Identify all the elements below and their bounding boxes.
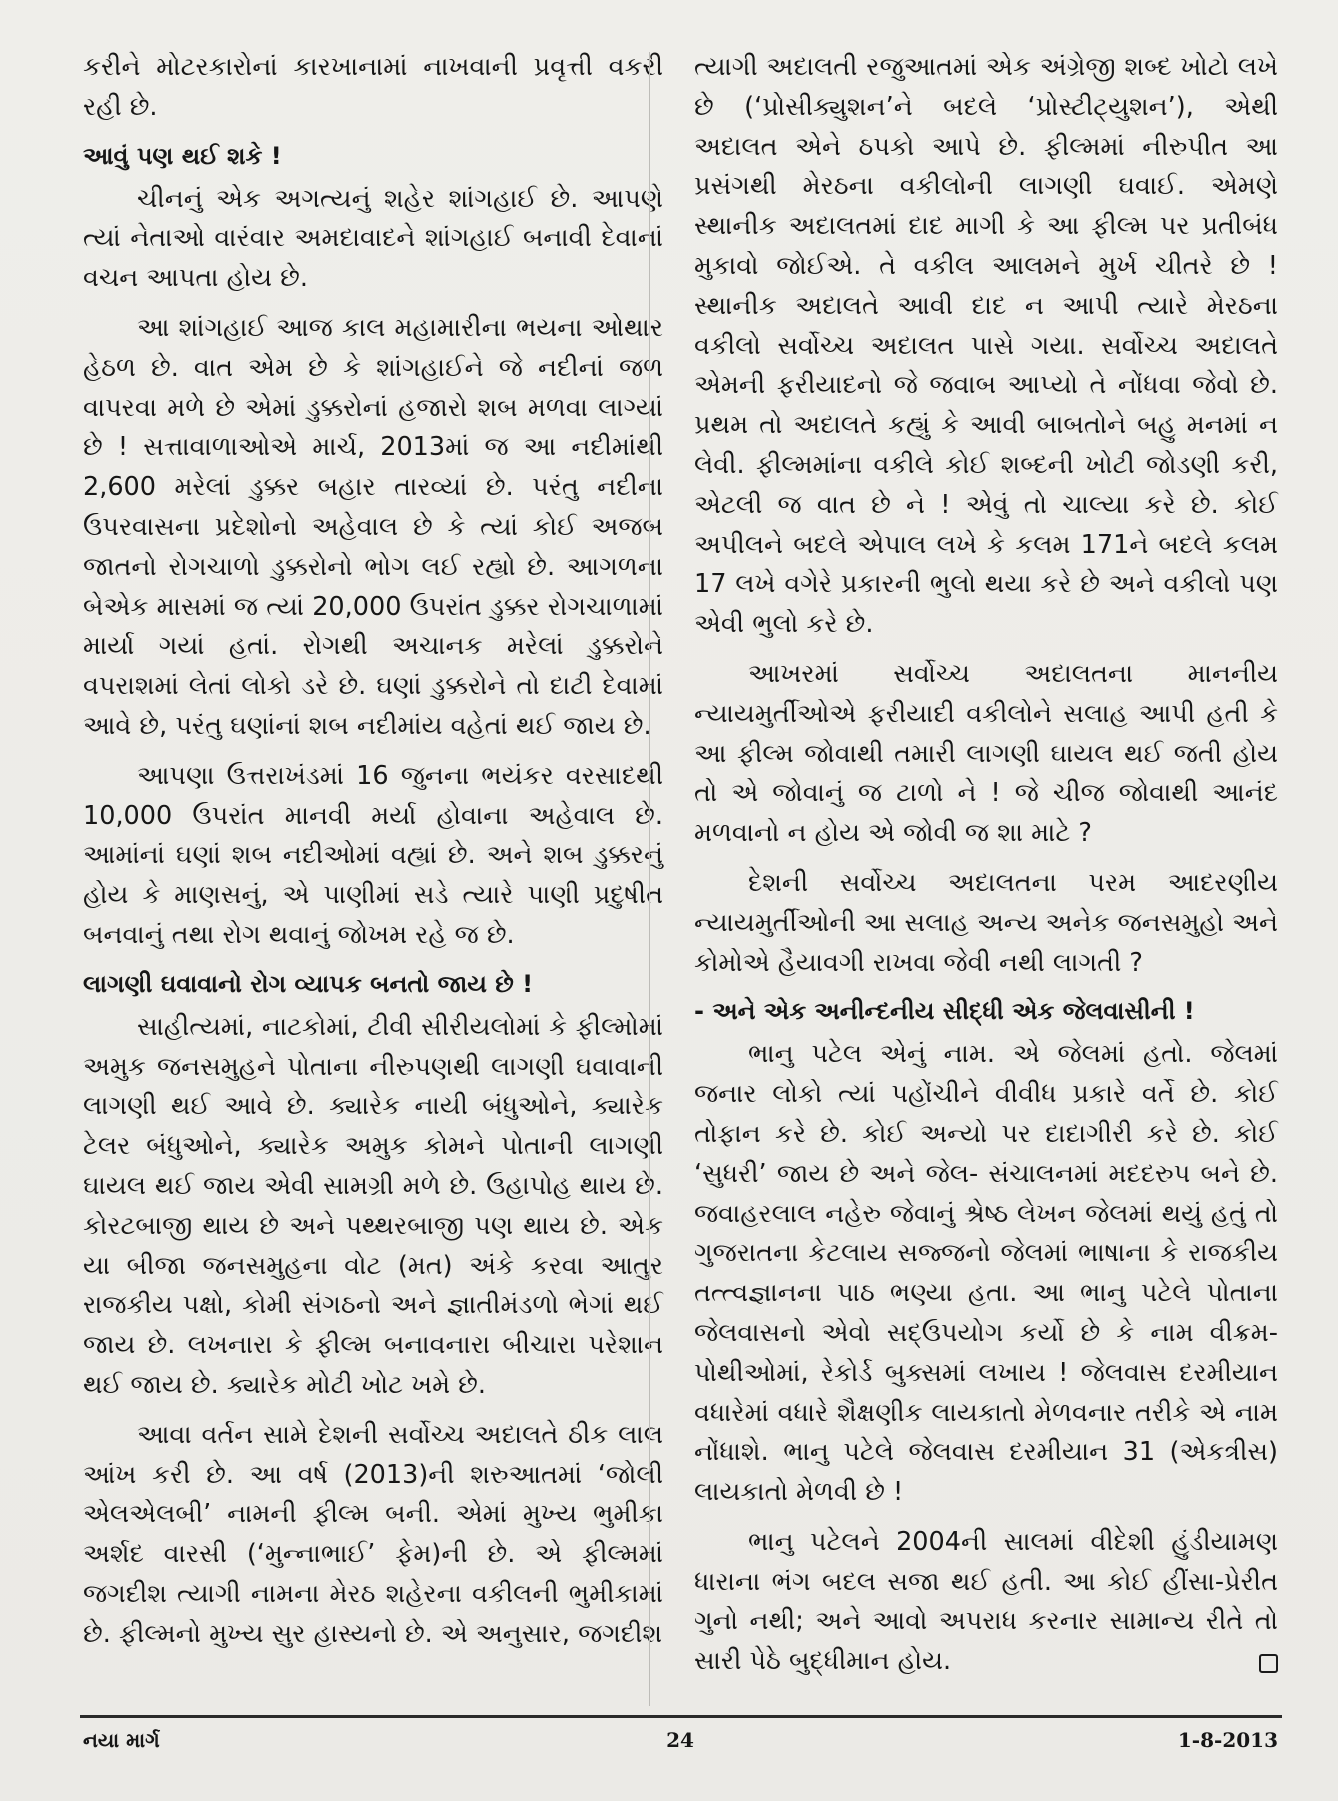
footer-rule: [80, 1715, 1282, 1718]
paragraph: આખરમાં સર્વોચ્ચ અદાલતના માનનીય ન્યાયમુર્તીઓએ ફરીયાદી વકીલોને સલાહ આપી હતી કે આ ફીલ્મ જોવાથી તમારી લાગણી ઘાયલ થઈ જતી હોય તો એ જોવાનું જ ટાળો ને ! જે ચીજ જોવાથી આનંદ મળવાનો ન હોય એ જોવી જ શા માટે ?: [694, 658, 1278, 849]
section-heading: આવું પણ થઈ શકે !: [83, 141, 282, 170]
paragraph: આ શાંગહાઈ આજ કાલ મહામારીના ભયના ઓથાર હેઠળ છે. વાત એમ છે કે શાંગહાઈને જે નદીનાં જળ વાપરવા મળે છે એમાં ડુક્કરોનાં હજારો શબ મળવા લાગ્યાં છે ! સત્તાવાળાઓએ માર્ચ, 2013માં જ આ નદીમાંથી 2,600 મરેલાં ડુક્કર બહાર તારવ્યાં છે. પરંતુ નદીના ઉપરવાસના પ્રદેશોનો અહેવાલ છે કે ત્યાં કોઈ અજબ જાતનો રોગચાળો ડુક્કરોનો ભોગ લઈ રહ્યો છે. આગળના બેએક માસમાં જ ત્યાં 20,000 ઉપરાંત ડુક્કર રોગચાળામાં માર્યા ગયાં હતાં. રોગથી અચાનક મરેલાં ડુક્કરોને વપરાશમાં લેતાં લોકો ડરે છે. ઘણાં ડુક્કરોને તો દાટી દેવામાં આવે છે, પરંતુ ઘણાંનાં શબ નદીમાંય વહેતાં થઈ જાય છે.: [83, 312, 663, 741]
left-column: [83, 48, 663, 1664]
end-of-article-icon: [1259, 1654, 1278, 1673]
column-divider: [649, 52, 650, 1706]
paragraph: કરીને મોટરકારોનાં કારખાનામાં નાખવાની પ્રવૃત્તી વકરી રહી છે.: [83, 52, 663, 122]
paragraph-last: [694, 1523, 1278, 1682]
section-heading: - અને એક અનીન્દનીય સીદ્ધી એક જેલવાસીની !: [694, 997, 1195, 1026]
issue-date: 1-8-2013: [1177, 1728, 1278, 1752]
paragraph: દેશની સર્વોચ્ચ અદાલતના પરમ આદરણીય ન્યાયમુર્તીઓની આ સલાહ અન્ય અનેક જનસમુહો અને કોમોએ હૈયાવગી રાખવા જેવી નથી લાગતી ?: [694, 867, 1278, 978]
paragraph: સાહીત્યમાં, નાટકોમાં, ટીવી સીરીયલોમાં કે ફીલ્મોમાં અમુક જનસમુહને પોતાના નીરુપણથી લાગણી ઘવાવાની લાગણી થઈ આવે છે. ક્યારેક નાયી બંધુઓને, ક્યારેક ટેલર બંધુઓને, ક્યારેક અમુક કોમને પોતાની લાગણી ઘાયલ થઈ જાય એવી સામગ્રી મળે છે. ઉહાપોહ થાય છે. કોરટબાજી થાય છે અને પથ્થરબાજી પણ થાય છે. એક યા બીજા જનસમુહના વોટ (મત) અંકે કરવા આતુર રાજકીય પક્ષો, કોમી સંગઠનો અને જ્ઞાતીમંડળો ભેગાં થઈ જાય છે. લખનારા કે ફીલ્મ બનાવનારા બીચારા પરેશાન થઈ જાય છે. ક્યારેક મોટી ખોટ ખમે છે.: [83, 1011, 663, 1400]
section-heading: લાગણી ઘવાવાનો રોગ વ્યાપક બનતો જાય છે !: [83, 969, 534, 998]
paragraph-text: ભાનુ પટેલને 2004ની સાલમાં વીદેશી હુંડીયામણ ધારાના ભંગ બદલ સજા થઈ હતી. આ કોઈ હીંસા-પ્રેરીત ગુનો નથી; અને આવો અપરાધ કરનાર સામાન્ય રીતે તો સારી પેઠે બુદ્ધીમાન હોય.: [694, 1526, 1278, 1677]
paragraph: ચીનનું એક અગત્યનું શહેર શાંગહાઈ છે. આપણે ત્યાં નેતાઓ વારંવાર અમદાવાદને શાંગહાઈ બનાવી દેવાનાં વચન આપતા હોય છે.: [83, 183, 663, 294]
magazine-name: નયા માર્ગ: [83, 1728, 160, 1752]
paragraph: આપણા ઉત્તરાખંડમાં 16 જુનના ભયંકર વરસાદથી 10,000 ઉપરાંત માનવી મર્યા હોવાના અહેવાલ છે. આમાંનાં ઘણાં શબ નદીઓમાં વહ્યાં છે. અને શબ ડુક્કરનું હોય કે માણસનું, એ પાણીમાં સડે ત્યારે પાણી પ્રદુષીત બનવાનું તથા રોગ થવાનું જોખમ રહે જ છે.: [83, 760, 663, 950]
paragraph: ત્યાગી અદાલતી રજુઆતમાં એક અંગ્રેજી શબ્દ ખોટો લખે છે (‘પ્રોસીક્યુશન’ને બદલે ‘પ્રોસ્ટીટ્યુશન’), એથી અદાલત એને ઠપકો આપે છે. ફીલ્મમાં નીરુપીત આ પ્રસંગથી મેરઠના વકીલોની લાગણી ઘવાઈ. એમણે સ્થાનીક અદાલતમાં દાદ માગી કે આ ફીલ્મ પર પ્રતીબંધ મુકાવો જોઈએ. તે વકીલ આલમને મુર્ખ ચીતરે છે ! સ્થાનીક અદાલતે આવી દાદ ન આપી ત્યારે મેરઠના વકીલો સર્વોચ્ચ અદાલત પાસે ગયા. સર્વોચ્ચ અદાલતે એમની ફરીયાદનો જે જવાબ આપ્યો તે નોંધવા જેવો છે. પ્રથમ તો અદાલતે કહ્યું કે આવી બાબતોને બહુ મનમાં ન લેવી. ફીલ્મમાંના વકીલે કોઈ શબ્દની ખોટી જોડણી કરી, એટલી જ વાત છે ને ! એવું તો ચાલ્યા કરે છે. કોઈ અપીલને બદલે એપાલ લખે કે કલમ 171ને બદલે કલમ 17 લખે વગેરે પ્રકારની ભુલો થયા કરે છે અને વકીલો પણ એવી ભુલો કરે છે.: [694, 52, 1278, 640]
paragraph: આવા વર્તન સામે દેશની સર્વોચ્ચ અદાલતે ઠીક લાલ આંખ કરી છે. આ વર્ષ (2013)ની શરુઆતમાં ‘જોલી એલએલબી’ નામની ફીલ્મ બની. એમાં મુખ્ય ભુમીકા અર્શદ વારસી (‘મુન્નાભાઈ’ ફેમ)ની છે. એ ફીલ્મમાં જગદીશ ત્યાગી નામના મેરઠ શહેરના વકીલની ભુમીકામાં છે. ફીલ્મનો મુખ્ય સુર હાસ્યનો છે. એ અનુસાર, જગદીશ: [83, 1419, 663, 1649]
right-column: [694, 48, 1278, 1692]
paragraph: ભાનુ પટેલ એનું નામ. એ જેલમાં હતો. જેલમાં જનાર લોકો ત્યાં પહોંચીને વીવીધ પ્રકારે વર્તે છે. કોઈ તોફાન કરે છે. કોઈ અન્યો પર દાદાગીરી કરે છે. કોઈ ‘સુધરી’ જાય છે અને જેલ- સંચાલનમાં મદદરુપ બને છે. જવાહરલાલ નહેરુ જેવાનું શ્રેષ્ઠ લેખન જેલમાં થયું હતું તો ગુજરાતના કેટલાય સજ્જનો જેલમાં ભાષાના કે રાજકીય તત્ત્વજ્ઞાનના પાઠ ભણ્યા હતા. આ ભાનુ પટેલે પોતાના જેલવાસનો એવો સદ્ઉપયોગ કર્યો છે કે નામ વીક્રમ-પોથીઓમાં, રેકોર્ડ બુક્સમાં લખાય ! જેલવાસ દરમીયાન વધારેમાં વધારે શૈક્ષણીક લાયકાતો મેળવનાર તરીકે એ નામ નોંધાશે. ભાનુ પટેલે જેલવાસ દરમીયાન 31 (એકત્રીસ) લાયકાતો મેળવી છે !: [694, 1039, 1278, 1508]
page-number: 24: [666, 1728, 694, 1752]
